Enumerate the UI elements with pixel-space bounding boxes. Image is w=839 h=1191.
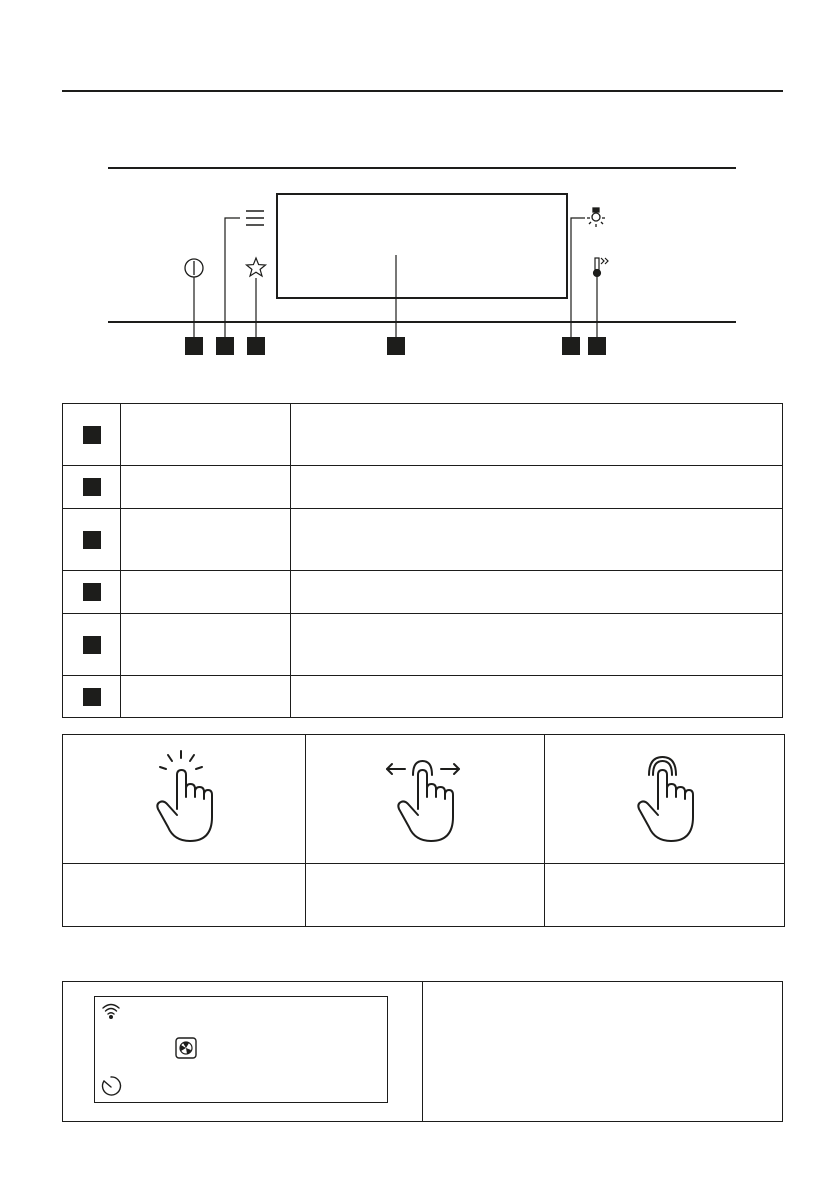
display-example-description	[423, 982, 783, 1122]
on-off-icon	[185, 259, 203, 277]
control-panel-svg	[0, 0, 839, 370]
legend-row	[63, 509, 783, 571]
display-screen-svg	[95, 997, 387, 1102]
slide-icon	[385, 749, 465, 849]
display-frame	[277, 194, 567, 298]
marker-4	[387, 337, 405, 355]
legend-name	[121, 571, 291, 614]
gesture-cell-tap	[63, 735, 306, 864]
marker-5	[562, 337, 580, 355]
gesture-label	[306, 864, 545, 927]
gesture-cell-slide	[306, 735, 545, 864]
wifi-icon	[103, 1005, 119, 1019]
legend-table	[62, 403, 783, 718]
marker-5	[83, 636, 101, 654]
fast-heat-up-icon	[594, 258, 609, 277]
legend-row	[63, 404, 783, 466]
marker-1	[83, 426, 101, 444]
tap-icon	[144, 749, 224, 849]
timer-icon	[102, 1077, 120, 1095]
legend-name	[121, 509, 291, 571]
legend-row	[63, 466, 783, 509]
favourites-icon	[247, 258, 266, 276]
touch-hold-icon	[625, 749, 705, 849]
marker-2	[216, 337, 234, 355]
leader-lines	[194, 218, 597, 337]
gesture-cell-touch-hold	[545, 735, 785, 864]
marker-1	[185, 337, 203, 355]
display-screen	[94, 996, 388, 1103]
fan-heating-icon	[176, 1038, 196, 1058]
marker-3	[247, 337, 265, 355]
legend-description	[291, 466, 783, 509]
marker-6	[588, 337, 606, 355]
legend-description	[291, 614, 783, 676]
gesture-label	[63, 864, 306, 927]
lamp-icon	[587, 208, 605, 227]
legend-description	[291, 676, 783, 718]
legend-name	[121, 676, 291, 718]
marker-3	[83, 531, 101, 549]
legend-row	[63, 571, 783, 614]
legend-row	[63, 676, 783, 718]
legend-description	[291, 404, 783, 466]
menu-icon	[246, 211, 264, 225]
marker-6	[83, 688, 101, 706]
gestures-table	[62, 734, 785, 927]
legend-description	[291, 571, 783, 614]
gesture-label	[545, 864, 785, 927]
legend-name	[121, 404, 291, 466]
legend-name	[121, 614, 291, 676]
legend-description	[291, 509, 783, 571]
marker-4	[83, 583, 101, 601]
marker-2	[83, 478, 101, 496]
legend-row	[63, 614, 783, 676]
legend-name	[121, 466, 291, 509]
